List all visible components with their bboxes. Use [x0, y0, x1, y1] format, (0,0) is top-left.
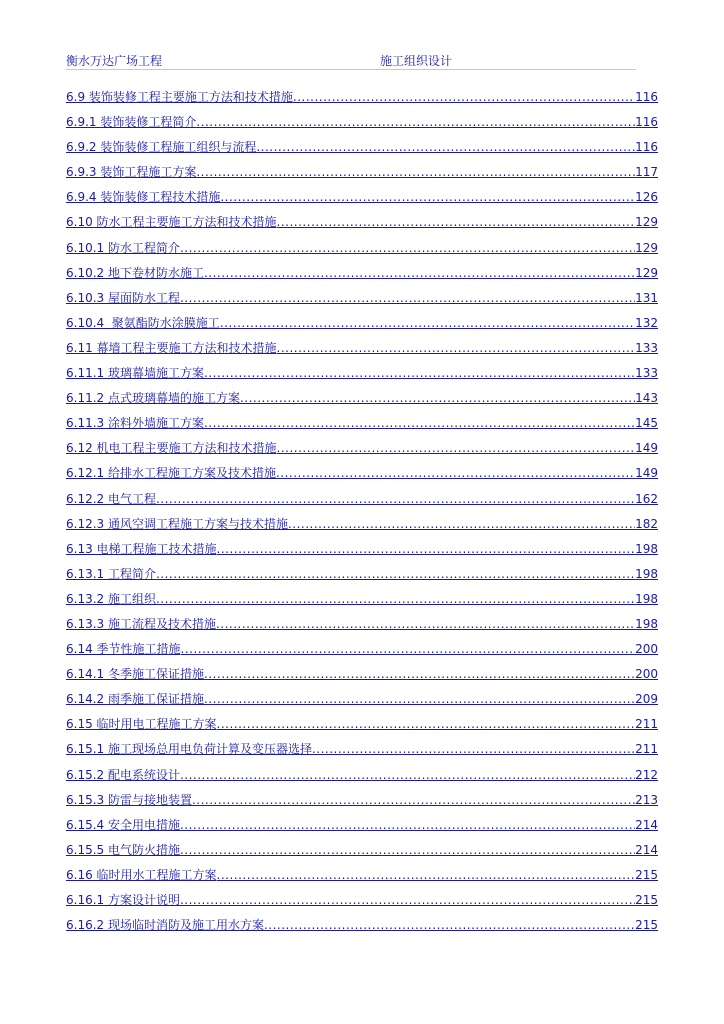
- toc-entry-link[interactable]: [66, 339, 658, 364]
- toc-entry-link[interactable]: [66, 640, 658, 665]
- toc-page-number: 215: [635, 867, 658, 882]
- toc-entry-link[interactable]: [66, 715, 658, 740]
- toc-dot-leader: [196, 163, 635, 181]
- toc-entry-title: 6.13.3 施工流程及技术措施: [66, 616, 216, 631]
- toc-dot-leader: [156, 565, 635, 583]
- toc-dot-leader: [276, 464, 635, 482]
- toc-page-number: 214: [635, 842, 658, 857]
- toc-dot-leader: [192, 791, 635, 809]
- toc-entry-title: 6.14.2 雨季施工保证措施: [66, 692, 204, 707]
- toc-dot-leader: [180, 766, 635, 784]
- toc-entry-title: 6.15 临时用电工程施工方案: [66, 717, 217, 732]
- toc-dot-leader: [204, 690, 635, 708]
- toc-page-number: 149: [635, 441, 658, 456]
- toc-page-number: 129: [635, 215, 658, 230]
- toc-entry-link[interactable]: [66, 439, 658, 464]
- toc-dot-leader: [204, 665, 635, 683]
- toc-dot-leader: [180, 239, 635, 257]
- toc-dot-leader: [196, 113, 635, 131]
- toc-entry-title: 6.10.3 屋面防水工程: [66, 290, 180, 305]
- toc-dot-leader: [217, 540, 636, 558]
- toc-page-number: 214: [635, 817, 658, 832]
- toc-entry-link[interactable]: [66, 841, 658, 866]
- toc-entry-link[interactable]: [66, 665, 658, 690]
- toc-dot-leader: [312, 740, 635, 758]
- toc-dot-leader: [277, 439, 636, 457]
- toc-entry-title: 6.12.2 电气工程: [66, 491, 156, 506]
- toc-dot-leader: [277, 339, 636, 357]
- toc-entry-link[interactable]: [66, 163, 658, 188]
- toc-page-number: 198: [635, 566, 658, 581]
- toc-entry-title: 6.16.2 现场临时消防及施工用水方案: [66, 918, 264, 933]
- toc-page-number: 215: [635, 893, 658, 907]
- toc-page-number: 209: [635, 692, 658, 707]
- toc-entry-link[interactable]: [66, 364, 658, 389]
- toc-entry-link[interactable]: [66, 188, 658, 213]
- toc-entry-title: 6.15.2 配电系统设计: [66, 767, 180, 782]
- toc-dot-leader: [220, 188, 635, 206]
- toc-dot-leader: [216, 615, 635, 633]
- toc-entry-title: 6.10.1 防水工程简介: [66, 240, 180, 255]
- toc-entry-title: 6.16.1 方案设计说明: [66, 893, 180, 907]
- toc-page-number: 116: [635, 90, 658, 104]
- table-of-contents: [66, 88, 658, 941]
- toc-dot-leader: [256, 138, 635, 156]
- toc-entry-link[interactable]: [66, 389, 658, 414]
- header-divider: [66, 69, 636, 70]
- toc-entry-title: 6.15.5 电气防火措施: [66, 842, 180, 857]
- toc-dot-leader: [180, 816, 635, 834]
- toc-page-number: 131: [635, 290, 658, 305]
- toc-entry-title: 6.9.2 装饰装修工程施工组织与流程: [66, 140, 257, 155]
- toc-page-number: 116: [635, 115, 658, 130]
- toc-entry-link[interactable]: [66, 891, 658, 916]
- toc-entry-title: 6.14.1 冬季施工保证措施: [66, 667, 204, 682]
- toc-page-number: 129: [635, 240, 658, 255]
- toc-entry-link[interactable]: [66, 615, 658, 640]
- toc-page-number: 143: [635, 391, 658, 406]
- toc-page-number: 126: [635, 190, 658, 205]
- toc-entry-title: 6.9 装饰装修工程主要施工方法和技术措施: [66, 90, 293, 104]
- toc-page-number: 215: [635, 918, 658, 933]
- toc-dot-leader: [293, 88, 635, 106]
- toc-page-number: 198: [635, 591, 658, 606]
- toc-entry-title: 6.9.1 装饰装修工程简介: [66, 115, 197, 130]
- toc-page-number: 213: [635, 792, 658, 807]
- toc-page-number: 133: [635, 340, 658, 355]
- toc-entry-title: 6.13.2 施工组织: [66, 591, 156, 606]
- toc-entry-link[interactable]: [66, 740, 658, 765]
- toc-entry-title: 6.12 机电工程主要施工方法和技术措施: [66, 441, 277, 456]
- toc-dot-leader: [204, 414, 635, 432]
- toc-entry-title: 6.13.1 工程简介: [66, 566, 156, 581]
- toc-page-number: 117: [635, 165, 658, 180]
- toc-entry-link[interactable]: [66, 264, 658, 289]
- toc-entry-title: 6.12.1 给排水工程施工方案及技术措施: [66, 466, 276, 481]
- toc-entry-title: 6.11.1 玻璃幕墙施工方案: [66, 366, 204, 381]
- toc-entry-title: 6.9.3 装饰工程施工方案: [66, 165, 197, 180]
- toc-entry-title: 6.11.2 点式玻璃幕墙的施工方案: [66, 391, 240, 406]
- toc-page-number: 198: [635, 541, 658, 556]
- toc-entry-link[interactable]: [66, 88, 658, 113]
- toc-page-number: 198: [635, 616, 658, 631]
- toc-entry-link[interactable]: [66, 314, 658, 339]
- toc-entry-link[interactable]: [66, 138, 658, 163]
- toc-entry-title: 6.10 防水工程主要施工方法和技术措施: [66, 215, 277, 230]
- toc-dot-leader: [180, 891, 635, 909]
- toc-entry-link[interactable]: [66, 464, 658, 489]
- toc-page-number: 211: [635, 742, 658, 757]
- toc-entry-link[interactable]: [66, 515, 658, 540]
- toc-dot-leader: [204, 364, 635, 382]
- toc-page-number: 211: [635, 717, 658, 732]
- page-header: [66, 52, 636, 70]
- toc-dot-leader: [217, 715, 636, 733]
- toc-entry-link[interactable]: [66, 540, 658, 565]
- toc-entry-link[interactable]: [66, 565, 658, 590]
- toc-page-number: 132: [635, 315, 658, 330]
- toc-page-number: 145: [635, 416, 658, 431]
- toc-page-number: 129: [635, 265, 658, 280]
- toc-entry-title: 6.14 季节性施工措施: [66, 642, 181, 657]
- toc-entry-title: 6.15.3 防雷与接地装置: [66, 792, 192, 807]
- toc-dot-leader: [204, 264, 635, 282]
- toc-entry-link[interactable]: [66, 213, 658, 238]
- toc-page-number: 116: [635, 140, 658, 155]
- toc-entry-title: 6.10.4 聚氨酯防水涂膜施工: [66, 315, 220, 330]
- toc-dot-leader: [220, 314, 635, 332]
- toc-entry-link[interactable]: [66, 791, 658, 816]
- toc-page-number: 149: [635, 466, 658, 481]
- toc-dot-leader: [156, 590, 635, 608]
- toc-entry-link[interactable]: [66, 490, 658, 515]
- toc-entry-link[interactable]: [66, 816, 658, 841]
- toc-page-number: 200: [635, 642, 658, 657]
- toc-entry-link[interactable]: [66, 289, 658, 314]
- toc-entry-link[interactable]: [66, 113, 658, 138]
- toc-page-number: 200: [635, 667, 658, 682]
- toc-entry-link[interactable]: [66, 239, 658, 264]
- toc-entry-title: 6.16 临时用水工程施工方案: [66, 867, 217, 882]
- toc-entry-title: 6.11.3 涂料外墙施工方案: [66, 416, 204, 431]
- toc-entry-link[interactable]: [66, 414, 658, 439]
- toc-page-number: 212: [635, 767, 658, 782]
- toc-dot-leader: [180, 289, 635, 307]
- toc-entry-title: 6.11 幕墙工程主要施工方法和技术措施: [66, 340, 277, 355]
- toc-entry-title: 6.15.1 施工现场总用电负荷计算及变压器选择: [66, 742, 312, 757]
- toc-dot-leader: [288, 515, 635, 533]
- toc-page-number: 133: [635, 366, 658, 381]
- toc-dot-leader: [217, 866, 636, 884]
- toc-entry-title: 6.12.3 通风空调工程施工方案与技术措施: [66, 516, 288, 531]
- toc-entry-title: 6.15.4 安全用电措施: [66, 817, 180, 832]
- toc-entry-title: 6.10.2 地下卷材防水施工: [66, 265, 204, 280]
- toc-dot-leader: [240, 389, 635, 407]
- toc-page-number: 182: [635, 516, 658, 531]
- toc-dot-leader: [180, 841, 635, 859]
- toc-entry-link[interactable]: [66, 916, 658, 941]
- toc-dot-leader: [277, 213, 636, 231]
- toc-page-number: 162: [635, 491, 658, 506]
- toc-entry-link[interactable]: [66, 690, 658, 715]
- toc-entry-title: 6.9.4 装饰装修工程技术措施: [66, 190, 221, 205]
- toc-dot-leader: [156, 490, 635, 508]
- toc-entry-link[interactable]: [66, 766, 658, 791]
- toc-dot-leader: [264, 916, 635, 934]
- header-document-type: 施工组织设计: [380, 54, 453, 68]
- toc-entry-title: 6.13 电梯工程施工技术措施: [66, 541, 217, 556]
- header-project-name: 衡水万达广场工程: [66, 54, 163, 68]
- toc-entry-link[interactable]: [66, 866, 658, 891]
- toc-dot-leader: [181, 640, 636, 658]
- toc-entry-link[interactable]: [66, 590, 658, 615]
